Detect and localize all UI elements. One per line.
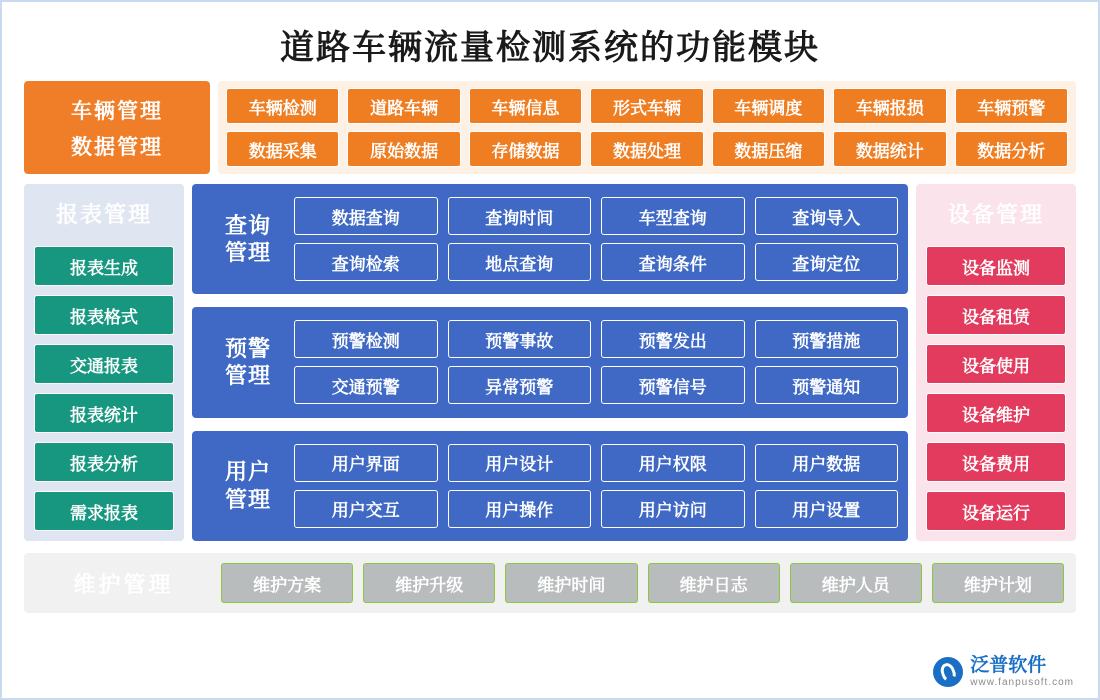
query-management-head bbox=[202, 212, 294, 267]
chip-vehicle-form[interactable]: 形式车辆 bbox=[590, 88, 703, 124]
chip-data-statistics[interactable]: 数据统计 bbox=[833, 131, 946, 167]
chip-vehicle-dispatch[interactable]: 车辆调度 bbox=[712, 88, 825, 124]
chip-user-access[interactable]: 用户访问 bbox=[601, 490, 745, 528]
chip-report-statistics[interactable]: 报表统计 bbox=[34, 393, 174, 433]
chip-raw-data[interactable]: 原始数据 bbox=[347, 131, 460, 167]
maintenance-management-head: 维护管理 bbox=[73, 571, 174, 597]
chip-maintenance-time[interactable]: 维护时间 bbox=[505, 563, 637, 603]
brand-logo bbox=[933, 656, 1074, 688]
chip-vehicle-detection[interactable]: 车辆检测 bbox=[226, 88, 339, 124]
maintenance-chip-row bbox=[221, 563, 1064, 603]
chip-device-lease[interactable]: 设备租赁 bbox=[926, 295, 1066, 335]
warning-row-1 bbox=[294, 320, 898, 358]
chip-data-analysis[interactable]: 数据分析 bbox=[955, 131, 1068, 167]
chip-data-collection[interactable]: 数据采集 bbox=[226, 131, 339, 167]
chip-data-query[interactable]: 数据查询 bbox=[294, 197, 438, 235]
warning-management-head-line1: 预警 bbox=[224, 335, 271, 361]
page-title: 道路车辆流量检测系统的功能模块 bbox=[280, 30, 820, 67]
brand-name-cn: 泛普软件 bbox=[970, 655, 1047, 677]
chip-user-permission[interactable]: 用户权限 bbox=[601, 444, 745, 482]
user-management-head-line2: 管理 bbox=[224, 486, 271, 512]
chip-user-operation[interactable]: 用户操作 bbox=[448, 490, 592, 528]
data-management-label: 数据管理 bbox=[71, 134, 163, 159]
device-management-head: 设备管理 bbox=[947, 202, 1044, 227]
chip-warning-notice[interactable]: 预警通知 bbox=[755, 366, 899, 404]
query-management-block bbox=[192, 184, 908, 294]
chip-user-interface[interactable]: 用户界面 bbox=[294, 444, 438, 482]
chip-query-positioning[interactable]: 查询定位 bbox=[755, 243, 899, 281]
query-management-head-line2: 管理 bbox=[224, 240, 271, 266]
warning-chip-grid bbox=[294, 320, 898, 404]
chip-traffic-warning[interactable]: 交通预警 bbox=[294, 366, 438, 404]
vehicle-data-management-label bbox=[24, 81, 210, 174]
chip-user-design[interactable]: 用户设计 bbox=[448, 444, 592, 482]
chip-storage-data[interactable]: 存储数据 bbox=[469, 131, 582, 167]
user-chip-grid bbox=[294, 444, 898, 528]
chip-warning-accident[interactable]: 预警事故 bbox=[448, 320, 592, 358]
user-management-block bbox=[192, 431, 908, 541]
top-chip-grid bbox=[218, 81, 1076, 174]
chip-demand-report[interactable]: 需求报表 bbox=[34, 491, 174, 531]
leaf-circle-icon bbox=[933, 657, 963, 687]
user-management-head bbox=[202, 458, 294, 513]
chip-vehicle-type-query[interactable]: 车型查询 bbox=[601, 197, 745, 235]
chip-query-condition[interactable]: 查询条件 bbox=[601, 243, 745, 281]
chip-device-maintenance[interactable]: 设备维护 bbox=[926, 393, 1066, 433]
query-row-2 bbox=[294, 243, 898, 281]
chip-maintenance-plan[interactable]: 维护方案 bbox=[221, 563, 353, 603]
chip-user-settings[interactable]: 用户设置 bbox=[755, 490, 899, 528]
chip-user-data[interactable]: 用户数据 bbox=[755, 444, 899, 482]
brand-url: www.fanpusoft.com bbox=[970, 677, 1074, 688]
report-management-column bbox=[24, 184, 184, 541]
user-row-2 bbox=[294, 490, 898, 528]
warning-row-2 bbox=[294, 366, 898, 404]
query-chip-grid bbox=[294, 197, 898, 281]
warning-management-block bbox=[192, 307, 908, 417]
chip-report-format[interactable]: 报表格式 bbox=[34, 295, 174, 335]
chip-maintenance-staff[interactable]: 维护人员 bbox=[790, 563, 922, 603]
chip-warning-signal[interactable]: 预警信号 bbox=[601, 366, 745, 404]
maintenance-section bbox=[24, 553, 1076, 613]
chip-device-cost[interactable]: 设备费用 bbox=[926, 442, 1066, 482]
device-management-column bbox=[916, 184, 1076, 541]
top-section bbox=[24, 81, 1076, 174]
chip-maintenance-schedule[interactable]: 维护计划 bbox=[932, 563, 1064, 603]
chip-query-time[interactable]: 查询时间 bbox=[448, 197, 592, 235]
chip-warning-measures[interactable]: 预警措施 bbox=[755, 320, 899, 358]
user-row-1 bbox=[294, 444, 898, 482]
chip-report-generation[interactable]: 报表生成 bbox=[34, 246, 174, 286]
chip-report-analysis[interactable]: 报表分析 bbox=[34, 442, 174, 482]
chip-maintenance-upgrade[interactable]: 维护升级 bbox=[363, 563, 495, 603]
chip-road-vehicle[interactable]: 道路车辆 bbox=[347, 88, 460, 124]
chip-location-query[interactable]: 地点查询 bbox=[448, 243, 592, 281]
chip-device-operation[interactable]: 设备运行 bbox=[926, 491, 1066, 531]
chip-query-search[interactable]: 查询检索 bbox=[294, 243, 438, 281]
chip-maintenance-log[interactable]: 维护日志 bbox=[648, 563, 780, 603]
chip-data-processing[interactable]: 数据处理 bbox=[590, 131, 703, 167]
report-management-head: 报表管理 bbox=[55, 202, 152, 227]
chip-vehicle-warning[interactable]: 车辆预警 bbox=[955, 88, 1068, 124]
middle-section bbox=[24, 184, 1076, 541]
chip-traffic-report[interactable]: 交通报表 bbox=[34, 344, 174, 384]
chip-abnormal-warning[interactable]: 异常预警 bbox=[448, 366, 592, 404]
brand-text bbox=[970, 656, 1074, 688]
vehicle-management-row bbox=[226, 88, 1068, 124]
query-management-head-line1: 查询 bbox=[224, 212, 271, 238]
center-blocks bbox=[192, 184, 908, 541]
query-row-1 bbox=[294, 197, 898, 235]
data-management-row bbox=[226, 131, 1068, 167]
chip-device-monitoring[interactable]: 设备监测 bbox=[926, 246, 1066, 286]
chip-device-usage[interactable]: 设备使用 bbox=[926, 344, 1066, 384]
chip-data-compression[interactable]: 数据压缩 bbox=[712, 131, 825, 167]
chip-warning-detection[interactable]: 预警检测 bbox=[294, 320, 438, 358]
chip-user-interaction[interactable]: 用户交互 bbox=[294, 490, 438, 528]
chip-vehicle-damage[interactable]: 车辆报损 bbox=[833, 88, 946, 124]
user-management-head-line1: 用户 bbox=[224, 459, 271, 485]
chip-vehicle-info[interactable]: 车辆信息 bbox=[469, 88, 582, 124]
chip-query-import[interactable]: 查询导入 bbox=[755, 197, 899, 235]
warning-management-head bbox=[202, 335, 294, 390]
vehicle-management-label: 车辆管理 bbox=[71, 98, 163, 123]
chip-warning-issue[interactable]: 预警发出 bbox=[601, 320, 745, 358]
warning-management-head-line2: 管理 bbox=[224, 363, 271, 389]
